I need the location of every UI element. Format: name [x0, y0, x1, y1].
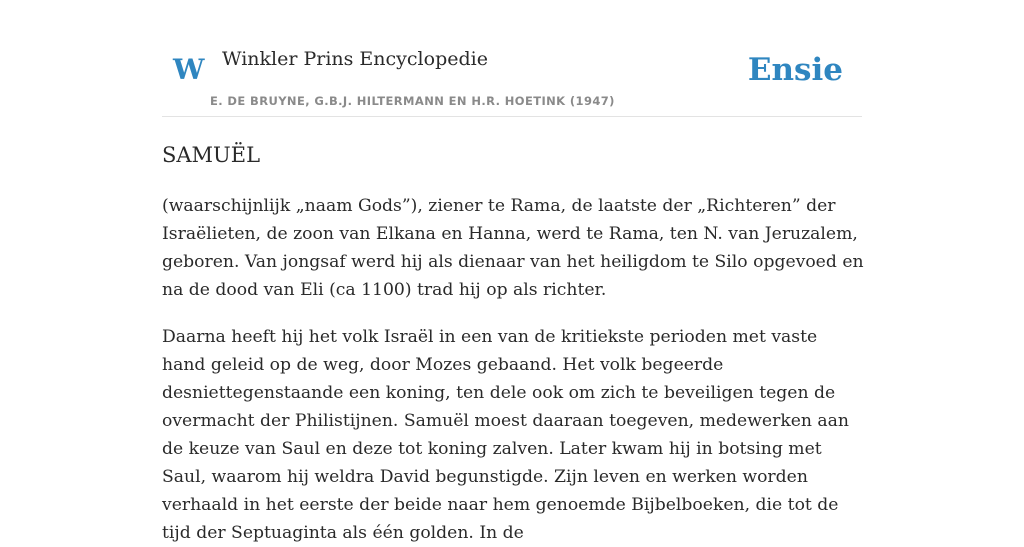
article-title: SAMUËL [162, 143, 261, 167]
encyclopedia-title[interactable]: Winkler Prins Encyclopedie [222, 48, 488, 70]
page-header [162, 0, 862, 117]
article-paragraph: Daarna heeft hij het volk Israël in een van de kritiekste perioden met vaste hand geleid op de weg, door Mozes gebaand. Het volk begeerde desniettegenstaande een koning, ten dele ook om zich te beveiligen tegen de overmacht der Philistijnen. Samuël moest daaraan toegeven, medewerken aan de keuze van Saul en deze tot koning zalven. Later kwam hij in botsing met Saul, waarom hij weldra David begunstigde. Zijn leven en werken worden verhaald in het eerste der beide naar hem genoemde Bijbelboeken, die tot de tijd der Septuaginta als één golden. In de [162, 327, 849, 543]
article-paragraph: (waarschijnlijk „naam Gods”), ziener te Rama, de laatste der „Richteren” der Israëlieten, de zoon van Elkana en Hanna, werd te Rama, ten N. van Jeruzalem, geboren. Van jongsaf werd hij als dienaar van het heiligdom te Silo opgevoed en na de dood van Eli (ca 1100) trad hij op als richter. [162, 196, 864, 300]
ensie-logo[interactable]: Ensie [747, 52, 843, 88]
article [162, 140, 864, 547]
winkler-prins-logo[interactable]: W [173, 53, 205, 86]
encyclopedia-authors: E. DE BRUYNE, G.B.J. HILTERMANN EN H.R. HOETINK (1947) [210, 94, 615, 108]
